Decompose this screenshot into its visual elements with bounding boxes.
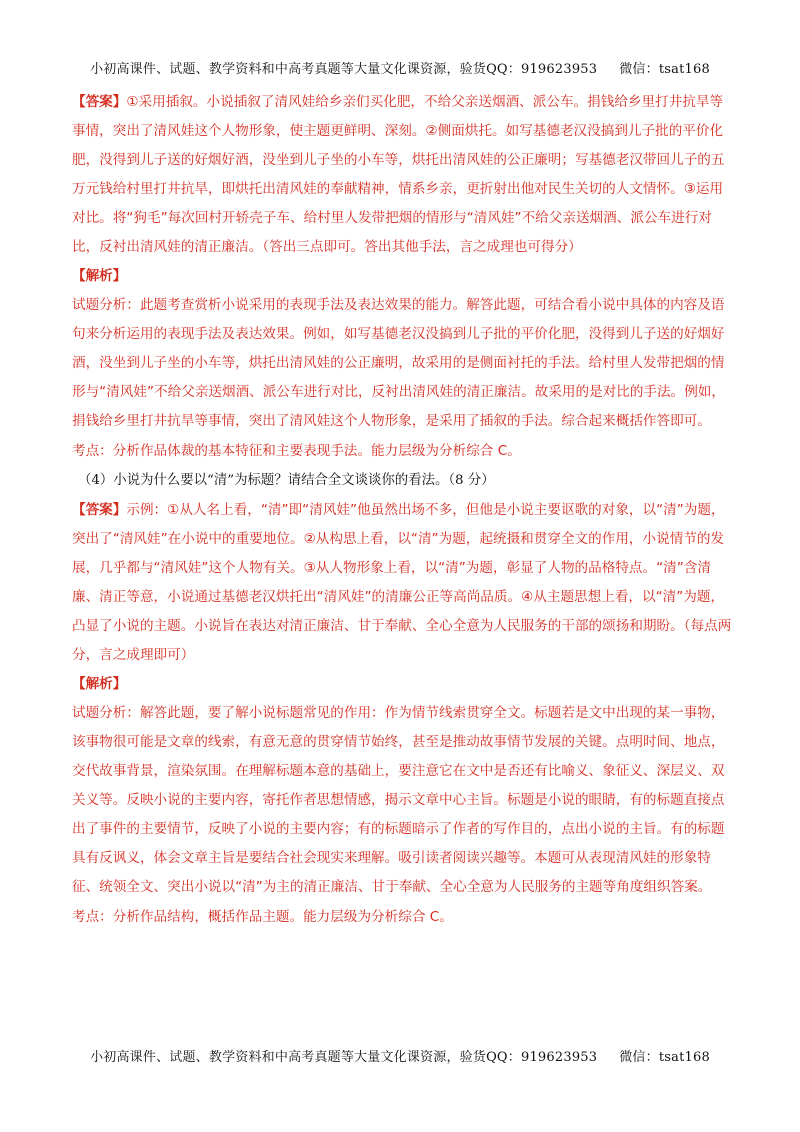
analysis-4-kaodian: 考点：分析作品结构，概括作品主题。能力层级为分析综合 C。 xyxy=(72,909,453,925)
footer-text: 小初高课件、试题、教学资料和中高考真题等大量文化课资源，验货QQ：919623953 xyxy=(90,1050,598,1065)
analysis-4-heading xyxy=(72,670,732,699)
header-wechat: 微信：tsat168 xyxy=(619,62,710,77)
answer-3 xyxy=(72,88,732,262)
answer-tag: 【答案】 xyxy=(72,94,127,110)
answer-3-text: ①采用插叙。小说插叙了清风娃给乡亲们买化肥，不给父亲送烟酒、派公车。捐钱给乡里打井抗旱等事情，突出了清风娃这个人物形象，使主题更鲜明、深刻。②侧面烘托。如写基德老汉没搞到儿子批的平价化肥，没得到儿子送的好烟好酒，没坐到儿子坐的小车等，烘托出清风娃的公正廉明；写基德老汉带回儿子的五万元钱给村里打井抗旱，即烘托出清风娃的奉献精神，情系乡亲，更折射出他对民生关切的人文情怀。③运用对比。将“狗毛”每次回村开轿壳子车、给村里人发带把烟的情形与“清风娃”不给父亲送烟酒、派公车进行对比，反衬出清风娃的清正廉洁。（答出三点即可。答出其他手法，言之成理也可得分） xyxy=(72,94,725,255)
page-content xyxy=(72,88,732,932)
analysis-4-text: 试题分析：解答此题，要了解小说标题常见的作用：作为情节线索贯穿全文。标题若是文中出现的某一事物，该事物很可能是文章的线索，有意无意的贯穿情节始终，甚至是推动故事情节发展的关键。点明时间、地点，交代故事背景，渲染氛围。在理解标题本意的基础上，要注意它在文中是否还有比喻义、象征义、深层义、双关义等。反映小说的主要内容，寄托作者思想情感，揭示文章中心主旨。标题是小说的眼睛，有的标题直接点出了事件的主要情节，反映了小说的主要内容；有的标题暗示了作者的写作目的，点出小说的主旨。有的标题具有反讽义，体会文章主旨是要结合社会现实来理解。吸引读者阅读兴趣等。本题可从表现清风娃的形象特征、统领全文、突出小说以“清”为主的清正廉洁、甘于奉献、全心全意为人民服务的主题等角度组织答案。 xyxy=(72,705,725,895)
answer-4-text: 示例：①从人名上看，“清”即“清风娃”他虽然出场不多，但他是小说主要讴歌的对象，以“清”为题，突出了“清风娃”在小说中的重要地位。②从构思上看，以“清”为题，起统摄和贯穿全文的作用，小说情节的发展，几乎都与“清风娃”这个人物有关。③从人物形象上看，以“清”为题，彰显了人物的品格特点。“清”含清廉、清正等意，小说通过基德老汉烘托出“清风娃”的清廉公正等高尚品质。④从主题思想上看，以“清”为题，凸显了小说的主题。小说旨在表达对清正廉洁、甘于奉献、全心全意为人民服务的干部的颂扬和期盼。（每点两分，言之成理即可） xyxy=(72,502,732,663)
analysis-3-kaodian: 考点：分析作品体裁的基本特征和主要表现手法。能力层级为分析综合 C。 xyxy=(72,443,521,459)
analysis-tag: 【解析】 xyxy=(72,268,127,284)
answer-tag: 【答案】 xyxy=(72,502,127,518)
page-header xyxy=(0,58,800,77)
answer-4 xyxy=(72,496,732,670)
page-footer xyxy=(0,1046,800,1065)
analysis-tag: 【解析】 xyxy=(72,676,127,692)
analysis-4-body xyxy=(72,699,732,902)
analysis-3-body xyxy=(72,291,732,436)
footer-wechat: 微信：tsat168 xyxy=(619,1050,710,1065)
analysis-3-text: 试题分析：此题考查赏析小说采用的表现手法及表达效果的能力。解答此题，可结合看小说中具体的内容及语句来分析运用的表现手法及表达效果。例如，如写基德老汉没搞到儿子批的平价化肥，没得到儿子送的好烟好酒，没坐到儿子坐的小车等，烘托出清风娃的公正廉明，故采用的是侧面衬托的手法。给村里人发带把烟的情形与“清风娃”不给父亲送烟酒、派公车进行对比，反衬出清风娃的清正廉洁。故采用的是对比的手法。例如，捐钱给乡里打井抗旱等事情，突出了清风娃这个人物形象，是采用了插叙的手法。综合起来概括作答即可。 xyxy=(72,297,725,429)
question-4: （4）小说为什么要以“清”为标题？请结合全文谈谈你的看法。（8 分） xyxy=(78,473,495,488)
header-text: 小初高课件、试题、教学资料和中高考真题等大量文化课资源，验货QQ：919623953 xyxy=(90,62,598,77)
analysis-3-heading xyxy=(72,262,732,291)
